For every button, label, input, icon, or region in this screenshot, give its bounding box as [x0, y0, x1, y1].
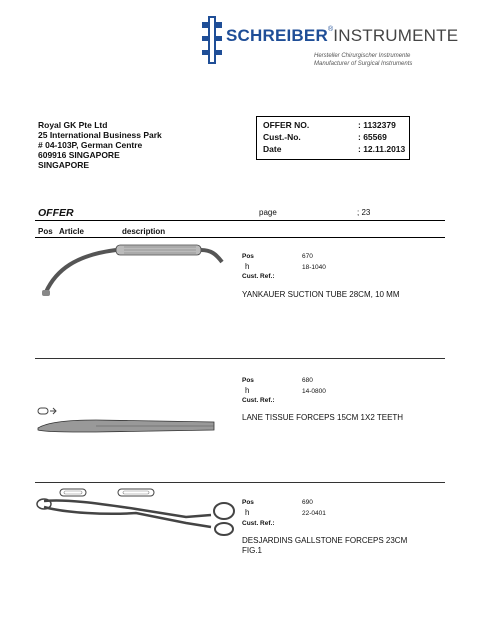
item-pos-value: 680: [302, 377, 313, 384]
item-article-number: 22-0401: [302, 510, 326, 517]
tagline-german: Hersteller Chirurgischer Instrumente: [314, 53, 411, 59]
offer-title: OFFER: [38, 207, 74, 219]
item-unit: h: [245, 508, 250, 517]
item-article-number: 18-1040: [302, 264, 326, 271]
column-article: Article: [59, 227, 84, 236]
item-pos-value: 690: [302, 499, 313, 506]
date-label: Date: [263, 144, 282, 154]
desjardins-gallstone-forceps-image: [36, 487, 241, 537]
item-description: DESJARDINS GALLSTONE FORCEPS 23CM: [242, 536, 408, 545]
item-unit: h: [245, 262, 250, 271]
column-pos: Pos: [38, 227, 53, 236]
date-value: : 12.11.2013: [358, 144, 406, 154]
lane-tissue-forceps-image: [36, 398, 216, 438]
brand-name: [226, 26, 458, 46]
item-unit: h: [245, 386, 250, 395]
header-divider: [35, 220, 445, 221]
column-description: description: [122, 227, 166, 236]
item-pos-label: Pos: [242, 499, 254, 506]
offer-no-value: : 1132379: [358, 120, 396, 130]
brand-bold: SCHREIBER: [226, 26, 328, 45]
yankauer-suction-tube-image: [36, 240, 236, 300]
address-line: Royal GK Pte Ltd: [38, 120, 108, 130]
tagline-english: Manufacturer of Surgical Instruments: [314, 61, 413, 67]
item-cust-ref-label: Cust. Ref.:: [242, 273, 275, 280]
item-description-line2: FIG.1: [242, 546, 263, 555]
page-label: page: [259, 208, 277, 217]
page-number: ; 23: [357, 208, 371, 217]
address-line: 609916 SINGAPORE: [38, 150, 120, 160]
item-separator: [35, 482, 445, 483]
address-line: # 04-103P, German Centre: [38, 140, 143, 150]
offer-info-box: [256, 116, 410, 160]
recipient-address: [38, 120, 162, 170]
item-cust-ref-label: Cust. Ref.:: [242, 397, 275, 404]
brand-light: INSTRUMENTE: [333, 26, 459, 45]
registered-mark: ®: [327, 26, 334, 33]
item-cust-ref-label: Cust. Ref.:: [242, 520, 275, 527]
company-logo: [202, 16, 472, 76]
item-pos-label: Pos: [242, 253, 254, 260]
item-description: YANKAUER SUCTION TUBE 28CM, 10 MM: [242, 290, 400, 299]
item-pos-value: 670: [302, 253, 313, 260]
columns-divider: [35, 237, 445, 238]
item-separator: [35, 358, 445, 359]
item-description: LANE TISSUE FORCEPS 15CM 1X2 TEETH: [242, 413, 404, 422]
schreiber-logo-mark-icon: [202, 16, 222, 64]
offer-no-label: OFFER NO.: [263, 120, 310, 130]
address-line: SINGAPORE: [38, 160, 90, 170]
item-article-number: 14-0800: [302, 388, 326, 395]
cust-no-label: Cust.-No.: [263, 132, 301, 142]
item-pos-label: Pos: [242, 377, 254, 384]
address-line: 25 International Business Park: [38, 130, 162, 140]
cust-no-value: : 65569: [358, 132, 387, 142]
